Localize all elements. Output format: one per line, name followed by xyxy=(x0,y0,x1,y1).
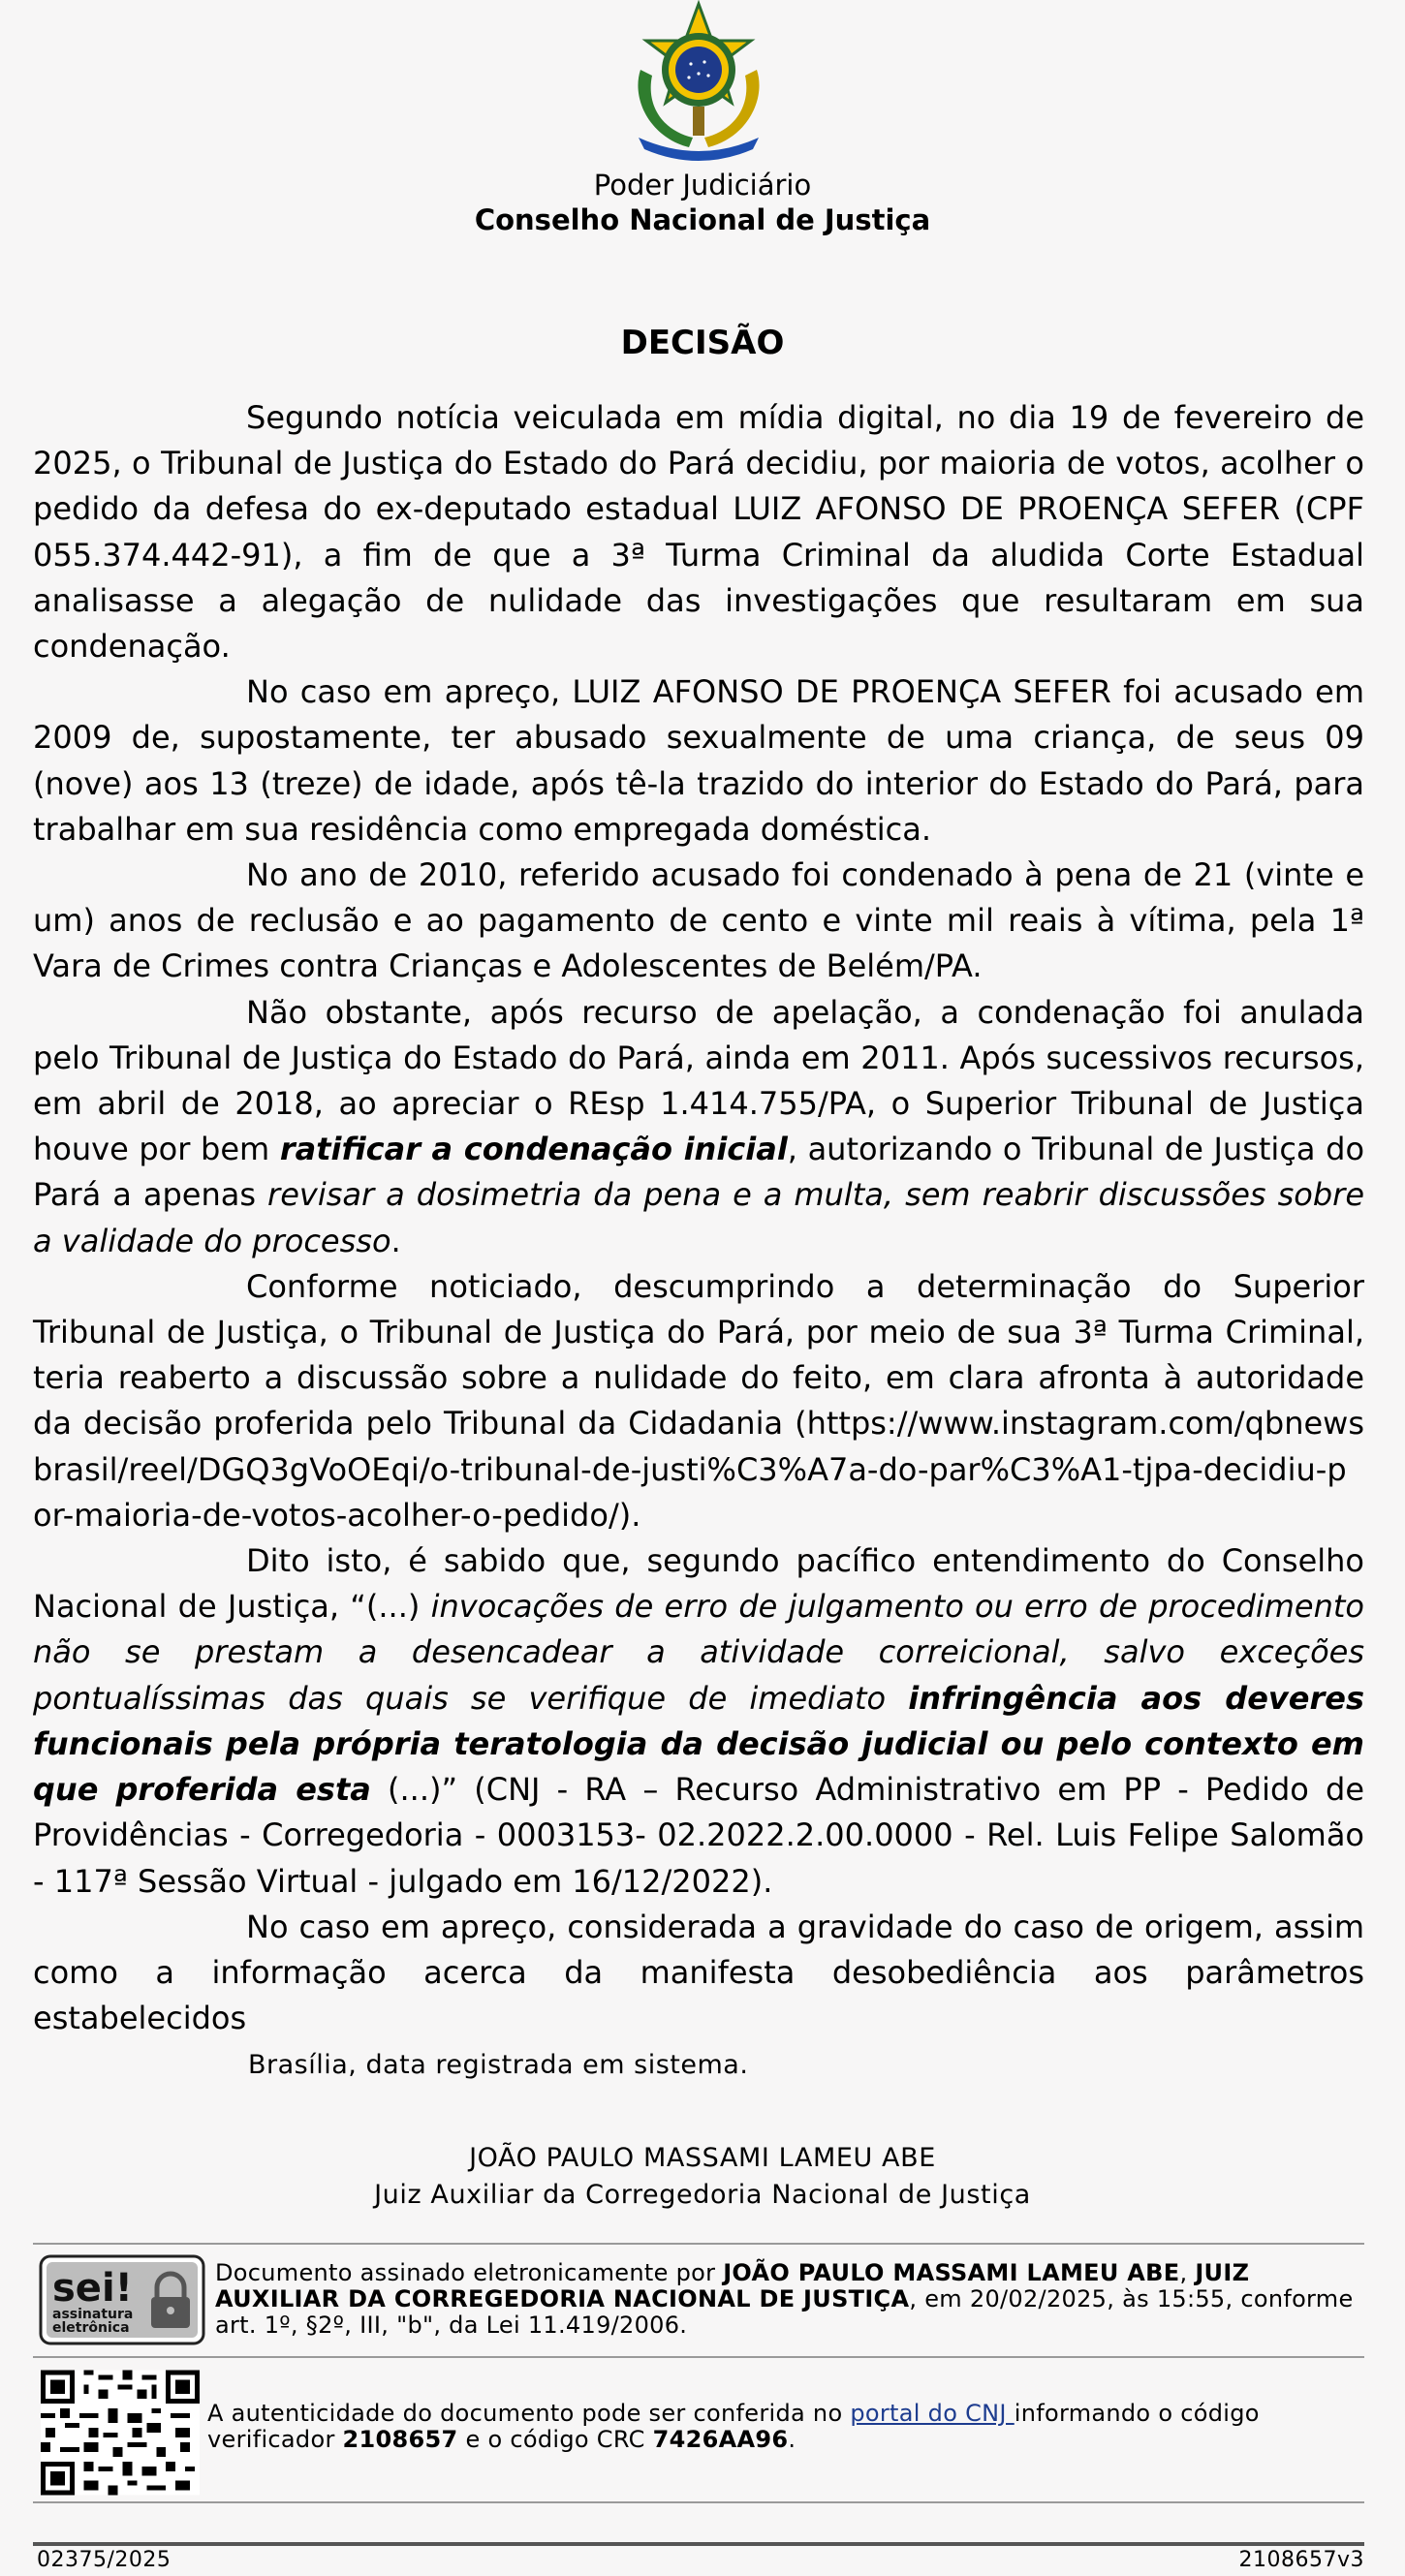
cnj-portal-link[interactable]: portal do CNJ xyxy=(850,2400,1015,2427)
paragraph-4 xyxy=(33,990,1364,1264)
crc-code: 7426AA96 xyxy=(652,2426,789,2453)
document-version: 2108657v3 xyxy=(1238,2548,1364,2572)
paragraph-4-text-c: , autorizando o Tribunal de Justiça do Pará a apenas xyxy=(33,1131,1365,1214)
sei-signature-logo xyxy=(39,2254,205,2345)
paragraph-6 xyxy=(33,1538,1364,1905)
paragraph-5-text: Conforme noticiado, descumprindo a determinação do Superior Tribunal de Justiça, o Tribunal de Justiça do Pará, por meio de sua 3ª Turma Criminal, teria reaberto a discussão sobre a nulidade do feito, em clara afronta à autoridade da decisão proferida pelo Tribunal da Cidadania xyxy=(33,1267,1364,1443)
signature-notice-text-3: , em 20/02/2025, às 15:55, conforme art. 1º, §2º, III, "b", da Lei 11.419/2006. xyxy=(215,2285,1354,2339)
signer-role: Juiz Auxiliar da Corregedoria Nacional de Justiça xyxy=(374,2180,1031,2210)
authenticity-text-2: informando o código verificador xyxy=(207,2400,1260,2453)
divider-bottom xyxy=(33,2501,1364,2503)
paragraph-6-text-a: Dito isto, é sabido que, segundo pacífico entendimento do Conselho Nacional de Justiça, “(...) xyxy=(33,1542,1364,1626)
date-line: Brasília, data registrada em sistema. xyxy=(248,2050,749,2080)
divider-middle xyxy=(33,2356,1364,2358)
signature-notice-text-1: Documento assinado eletronicamente por xyxy=(215,2259,724,2286)
header-council: Conselho Nacional de Justiça xyxy=(474,203,931,236)
authenticity-text-3: e o código CRC xyxy=(457,2426,653,2453)
signature-notice-text-2: , xyxy=(1179,2259,1196,2286)
signature-notice-role: JUIZ AUXILIAR DA CORREGEDORIA NACIONAL DE JUSTIÇA xyxy=(215,2259,1250,2312)
authenticity-text-4: . xyxy=(788,2426,796,2453)
paragraph-2: No caso em apreço, LUIZ AFONSO DE PROENÇA SEFER foi acusado em 2009 de, supostamente, ter abusado sexualmente de uma criança, de seus 09 (nove) aos 13 (treze) de idade, após tê-la trazido do interior do Estado do Pará, para trabalhar em sua residência como empregada doméstica. xyxy=(33,673,1364,848)
decision-body xyxy=(33,395,1365,2037)
paragraph-6-quote: invocações de erro de julgamento ou erro de procedimento não se prestam a desencadear a atividade correicional, salvo exceções pontualíssimas das quais se verifique de imediato xyxy=(33,1588,1364,1717)
paragraph-6-emphasis: infringência aos deveres funcionais pela própria teratologia da decisão judicial ou pelo contexto em que proferida esta xyxy=(33,1679,1365,1809)
paragraph-5 xyxy=(33,1264,1364,1538)
signature-notice-name: JOÃO PAULO MASSAMI LAMEU ABE xyxy=(723,2259,1180,2286)
authenticity-text-1: A autenticidade do documento pode ser conferida no xyxy=(207,2400,851,2427)
footer-divider xyxy=(33,2542,1364,2546)
paragraph-4-italic: revisar a dosimetria da pena e a multa, sem reabrir discussões sobre a validade do processo xyxy=(33,1176,1365,1259)
signer-name: JOÃO PAULO MASSAMI LAMEU ABE xyxy=(469,2143,936,2173)
paragraph-4-emphasis: ratificar a condenação inicial xyxy=(279,1131,788,1168)
process-number: 02375/2025 xyxy=(37,2548,172,2572)
document-title: DECISÃO xyxy=(620,324,785,362)
sei-logo-subtext-2: eletrônica xyxy=(52,2320,130,2336)
sei-logo-text: sei! xyxy=(52,2266,133,2311)
paragraph-1: Segundo notícia veiculada em mídia digital, no dia 19 de fevereiro de 2025, o Tribunal de Justiça do Estado do Pará decidiu, por maioria de votos, acolher o pedido da defesa do ex-deputado estadual LUIZ AFONSO DE PROENÇA SEFER (CPF 055.374.442-91), a fim de que a 3ª Turma Criminal da aludida Corte Estadual analisasse a alegação de nulidade das investigações que resultaram em sua condenação. xyxy=(33,399,1364,666)
signature-notice xyxy=(215,2260,1364,2339)
paragraph-6-citation: (...)” (CNJ - RA – Recurso Administrativo em PP - Pedido de Providências - Corregedoria - 0003153- 02.2022.2.00.0000 - Rel. Luis Felipe Salomão - 117ª Sessão Virtual - julgado em 16/12/2022). xyxy=(33,1771,1365,1900)
divider-top xyxy=(33,2243,1364,2245)
paragraph-7: No caso em apreço, considerada a gravidade do caso de origem, assim como a informação acerca da manifesta desobediência aos parâmetros estabelecidos xyxy=(33,1908,1364,2037)
paragraph-3: No ano de 2010, referido acusado foi condenado à pena de 21 (vinte e um) anos de reclusão e ao pagamento de cento e vinte mil reais à vítima, pela 1ª Vara de Crimes contra Crianças e Adolescentes de Belém/PA. xyxy=(33,856,1364,985)
paragraph-4-text-e: . xyxy=(390,1222,401,1259)
header-branch: Poder Judiciário xyxy=(593,169,812,202)
paragraph-5-url: (https://www.instagram.com/qbnewsbrasil/reel/DGQ3gVoOEqi/o-tribunal-de-justi%C3%A7a-do-par%C3%A1-tjpa-decidiu-por-maioria-de-votos-acolher-o-pedido/). xyxy=(33,1405,1364,1534)
coat-of-arms-emblem xyxy=(621,2,776,162)
authenticity-notice xyxy=(207,2401,1364,2453)
verification-code: 2108657 xyxy=(342,2426,458,2453)
paragraph-4-text-a: Não obstante, após recurso de apelação, a condenação foi anulada pelo Tribunal de Justiça do Estado do Pará, ainda em 2011. Após sucessivos recursos, em abril de 2018, ao apreciar o REsp 1.414.755/PA, o Superior Tribunal de Justiça houve por bem xyxy=(33,993,1364,1168)
qr-code-icon xyxy=(41,2370,200,2496)
sei-logo-subtext-1: assinatura xyxy=(52,2307,134,2322)
